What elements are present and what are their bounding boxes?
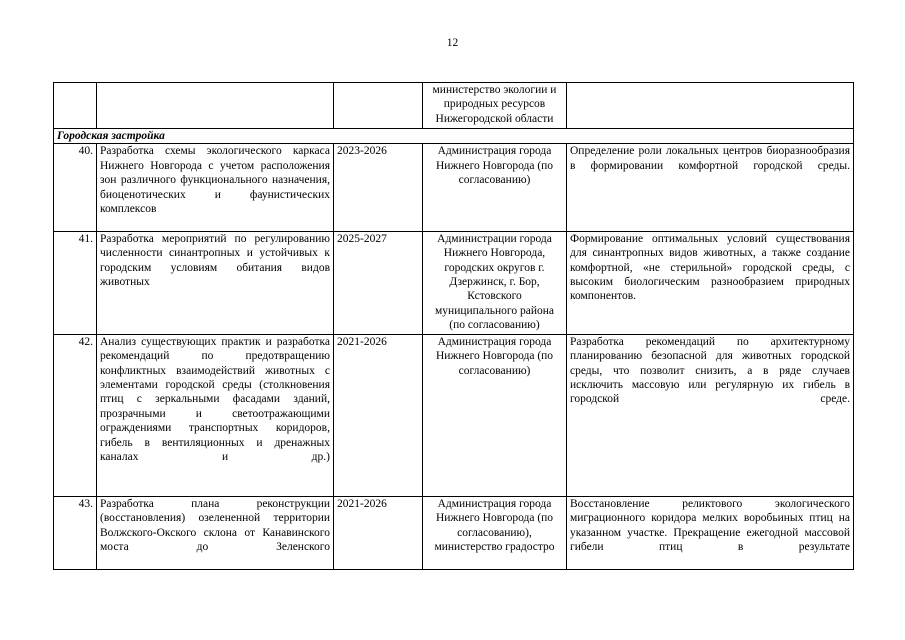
plan-table — [53, 82, 854, 570]
table-row — [54, 334, 854, 496]
row-period: 2025-2027 — [334, 231, 423, 334]
row-activity: Разработка плана реконструкции (восстановления) озелененной территории Волжского-Окского склона от Канавинского моста до Зеленского — [97, 496, 334, 569]
row-number: 42. — [54, 334, 97, 496]
cell-executor: министерство экологии и природных ресурсов Нижегородской области — [423, 83, 567, 129]
row-executor: Администрация города Нижнего Новгорода (по согласованию), министерство градостро — [423, 496, 567, 569]
row-activity: Разработка мероприятий по регулированию численности синантропных и устойчивых к городским условиям обитания видов животных — [97, 231, 334, 334]
row-result: Определение роли локальных центров биоразнообразия в формировании комфортной городской среды. — [567, 144, 854, 231]
section-row — [54, 129, 854, 144]
row-number: 43. — [54, 496, 97, 569]
row-executor: Администрации города Нижнего Новгорода, городских округов г. Дзержинск, г. Бор, Кстовского муниципального района (по согласованию) — [423, 231, 567, 334]
row-period: 2023-2026 — [334, 144, 423, 231]
cell-period — [334, 83, 423, 129]
cell-activity — [97, 83, 334, 129]
table-row — [54, 144, 854, 231]
row-executor: Администрация города Нижнего Новгорода (по согласованию) — [423, 144, 567, 231]
row-result: Формирование оптимальных условий существования для синантропных видов животных, а также создание комфортной, «не стерильной» городской среды, с высоким биологическим разнообразием природных компонентов. — [567, 231, 854, 334]
cell-result — [567, 83, 854, 129]
table-row — [54, 231, 854, 334]
row-result: Восстановление реликтового экологического миграционного коридора мелких воробьиных птиц на указанном участке. Прекращение ежегодной массовой гибели птиц в результате — [567, 496, 854, 569]
row-period: 2021-2026 — [334, 496, 423, 569]
row-executor: Администрация города Нижнего Новгорода (по согласованию) — [423, 334, 567, 496]
row-result: Разработка рекомендаций по архитектурному планированию безопасной для животных городской среды, что позволит снизить, а в ряде случаев исключить массовую или регулярную их гибель в городской среде. — [567, 334, 854, 496]
cell-num — [54, 83, 97, 129]
page-number: 12 — [446, 37, 459, 49]
table-row-continuation — [54, 83, 854, 129]
row-period: 2021-2026 — [334, 334, 423, 496]
table-row — [54, 496, 854, 569]
row-number: 41. — [54, 231, 97, 334]
row-number: 40. — [54, 144, 97, 231]
row-activity: Разработка схемы экологического каркаса Нижнего Новгорода с учетом расположения зон различного функционального назначения, биоценотических и фаунистических комплексов — [97, 144, 334, 231]
row-activity: Анализ существующих практик и разработка рекомендаций по предотвращению конфликтных взаимодействий животных с элементами городской среды (столкновения птиц с зеркальными фасадами зданий, прозрачными и светоотражающими ограждениями транспортных коридоров, гибель в вентиляционных и дренажных каналах и др.) — [97, 334, 334, 496]
section-title: Городская застройка — [54, 129, 854, 144]
